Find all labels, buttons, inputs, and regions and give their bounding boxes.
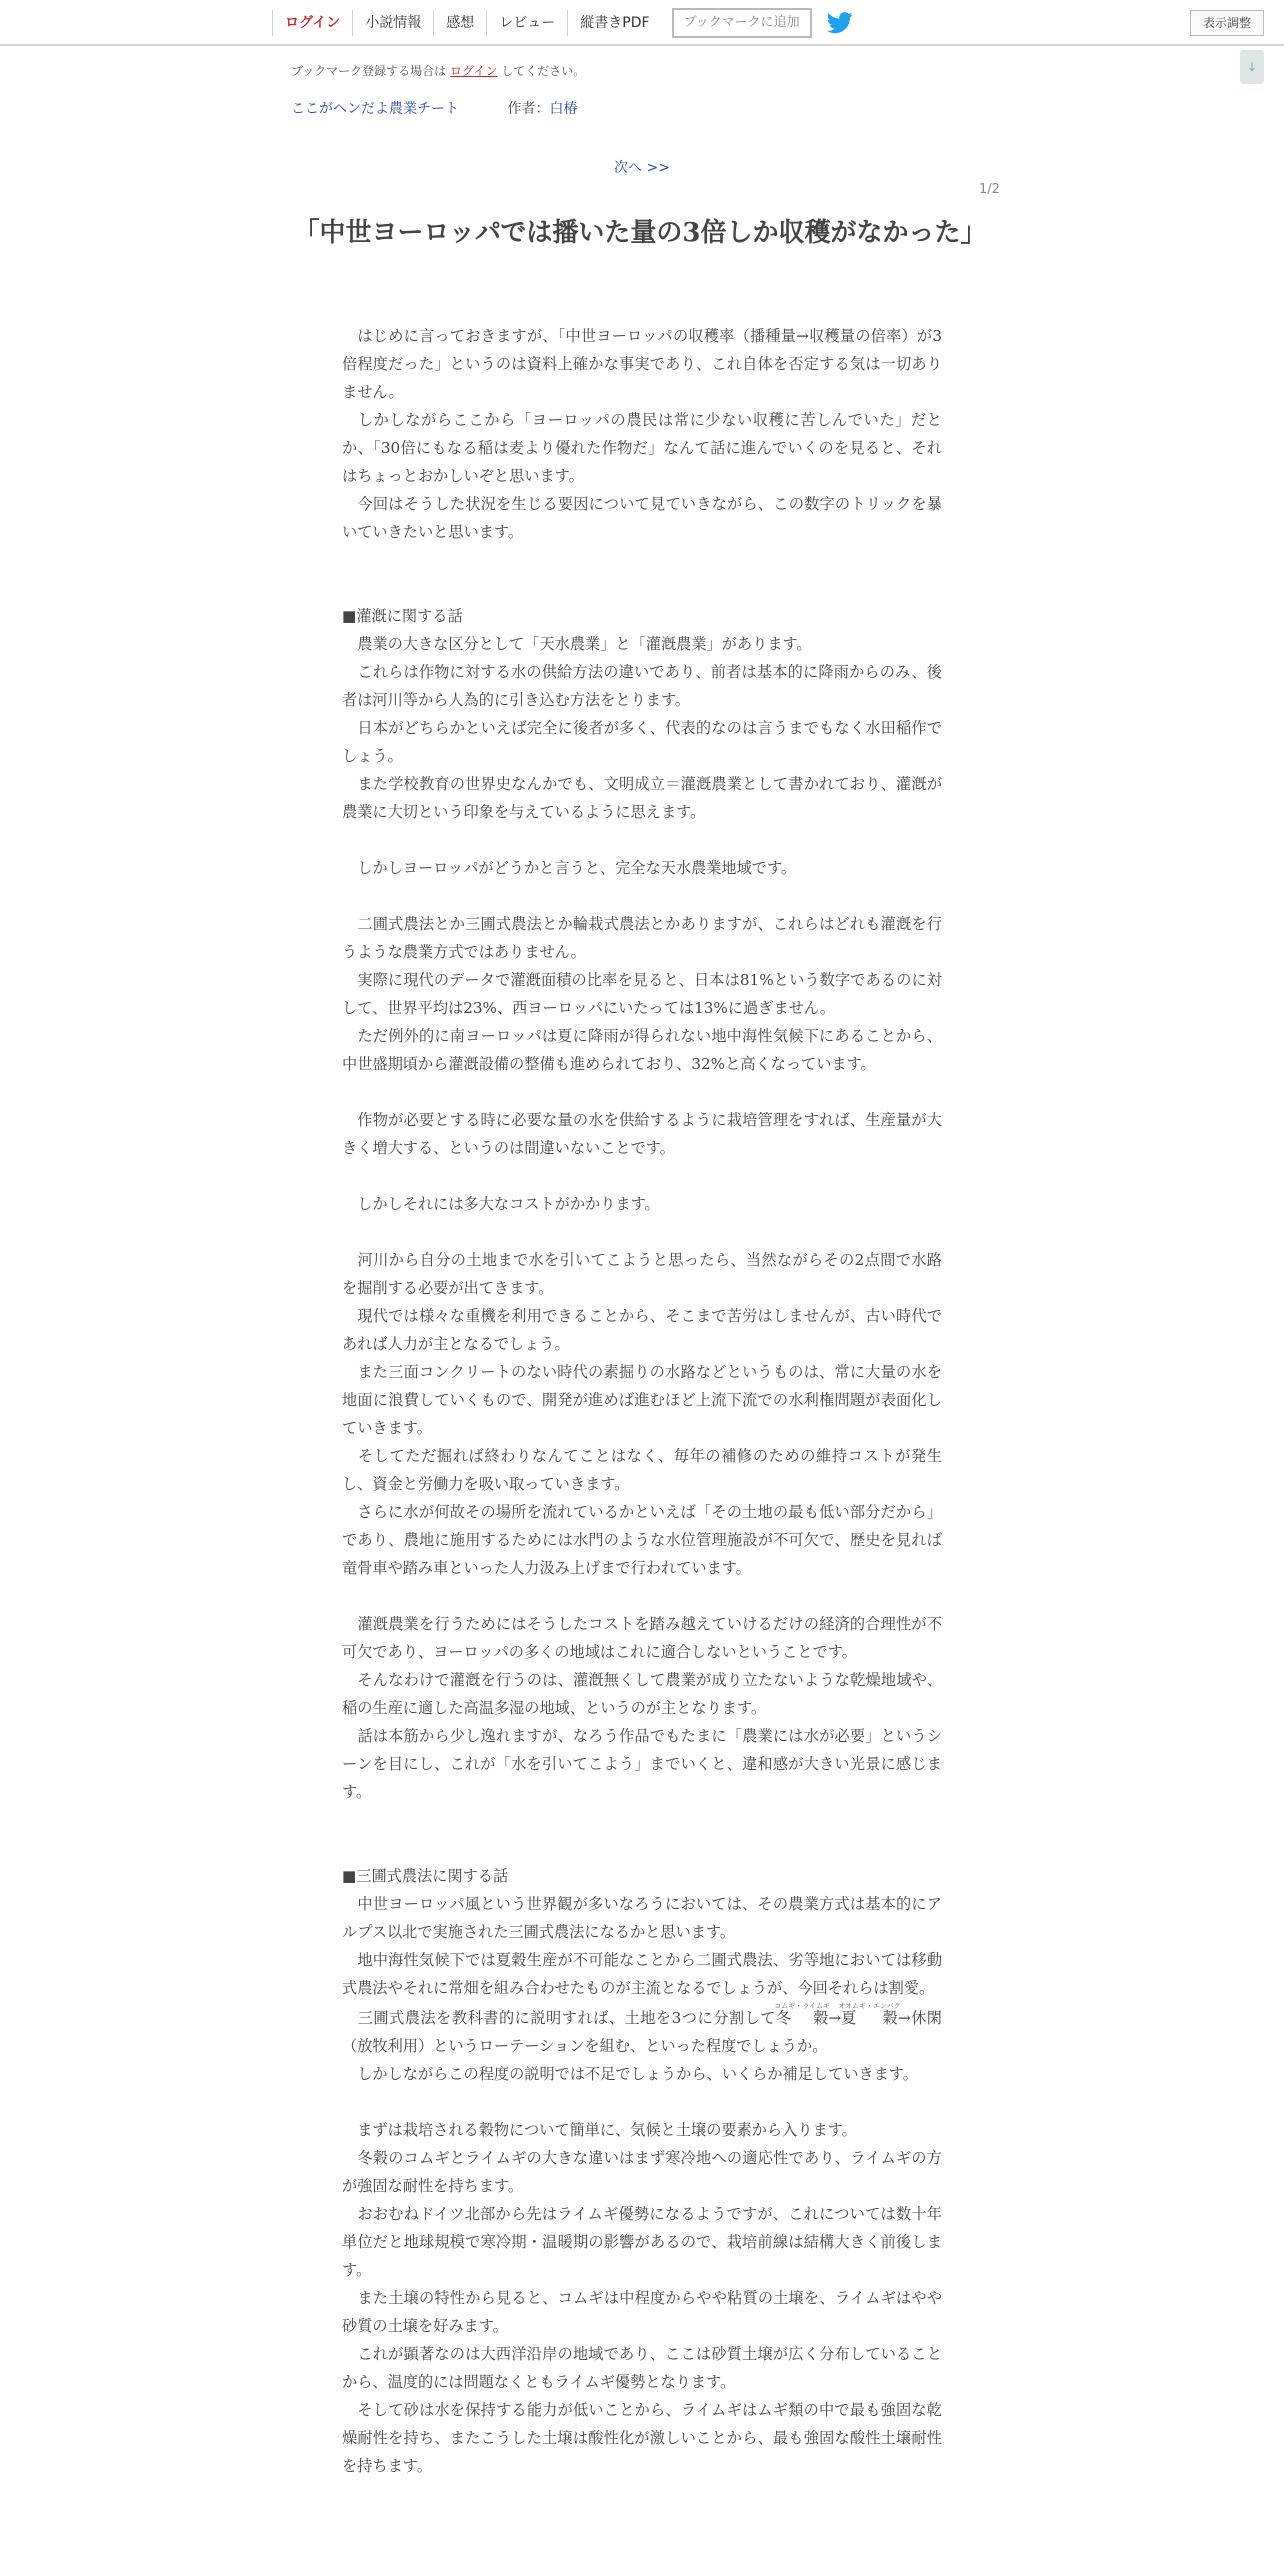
paragraph: そして砂は水を保持する能力が低いことから、ライムギはムギ類の中で最も強固な乾燥耐性を持ち、またこうした土壌は酸性化が激しいことから、最も強固な酸性土壌耐性を持ちます。 xyxy=(342,2401,942,2475)
novel-body xyxy=(342,322,942,2480)
author-label: 作者： xyxy=(507,101,550,117)
paragraph: さらに水が何故その場所を流れているかといえば「その土地の最も低い部分だから」であり、農地に施用するためには水門のような水位管理施設が不可欠で、歴史を見れば竜骨車や踏み車といった人力汲み上げまで行われています。 xyxy=(342,1503,942,1577)
page-number: 1/2 xyxy=(979,182,1000,197)
paragraph: 今回はそうした状況を生じる要因について見ていきながら、この数字のトリックを暴いていきたいと思います。 xyxy=(342,495,942,541)
paragraph: これらは作物に対する水の供給方法の違いであり、前者は基本的に降雨からのみ、後者は河川等から人為的に引き込む方法をとります。 xyxy=(342,663,942,709)
paragraph: そしてただ掘れば終わりなんてことはなく、毎年の補修のための維持コストが発生し、資金と労働力を吸い取っていきます。 xyxy=(342,1447,942,1493)
main-nav xyxy=(272,0,854,46)
paragraph: 現代では様々な重機を利用できることから、そこまで苦労はしませんが、古い時代であれば人力が主となるでしょう。 xyxy=(342,1307,942,1353)
arrow-text: → xyxy=(828,2009,842,2027)
blank-line xyxy=(342,1806,942,1834)
notice-text-after: してください。 xyxy=(501,64,586,78)
paragraph: まずは栽培される穀物について簡単に、気候と土壌の要素から入ります。 xyxy=(342,2121,857,2139)
ruby-line-before: 三圃式農法を教科書的に説明すれば、土地を3つに分割して xyxy=(342,2009,776,2027)
chapter-title: 「中世ヨーロッパでは播いた量の3倍しか収穫がなかった」 xyxy=(293,218,987,248)
blank-line xyxy=(342,2088,942,2116)
winter-crop-reading: コムギ・ライムギ xyxy=(774,2002,831,2010)
paragraph: しかしながらこの程度の説明では不足でしょうから、いくらか補足していきます。 xyxy=(342,2065,918,2083)
paragraph: また学校教育の世界史なんかでも、文明成立＝灌漑農業として書かれており、灌漑が農業に大切という印象を与えているように思えます。 xyxy=(342,775,942,821)
paragraph: 作物が必要とする時に必要な量の水を供給するように栽培管理をすれば、生産量が大きく増大する、というのは間違いないことです。 xyxy=(342,1111,942,1157)
blank-line xyxy=(342,882,942,910)
author-link[interactable]: 白椿 xyxy=(549,101,578,117)
display-settings-button[interactable]: 表示調整 xyxy=(1190,10,1264,36)
review-link[interactable]: レビュー xyxy=(486,10,567,36)
blank-line xyxy=(342,826,942,854)
paragraph: 日本がどちらかといえば完全に後者が多く、代表的なのは言うまでもなく水田稲作でしょう。 xyxy=(342,719,942,765)
notice-login-link[interactable]: ログイン xyxy=(450,64,498,78)
paragraph: 地中海性気候下では夏穀生産が不可能なことから二圃式農法、劣等地においては移動式農法やそれに常畑を組み合わせたものが主流となるでしょうが、今回それらは割愛。 xyxy=(342,1951,942,1997)
blank-line xyxy=(342,574,942,602)
summer-crop-reading: オオムギ・エンバク xyxy=(838,2002,901,2010)
notice-text-before: ブックマーク登録する場合は xyxy=(291,64,447,78)
paragraph: 河川から自分の土地まで水を引いてこようと思ったら、当然ながらその2点間で水路を掘削する必要が出てきます。 xyxy=(342,1251,942,1297)
paragraph: 二圃式農法とか三圃式農法とか輪栽式農法とかありますが、これらはどれも灌漑を行うような農業方式ではありません。 xyxy=(342,915,942,961)
add-bookmark-button[interactable]: ブックマークに追加 xyxy=(672,8,812,38)
paragraph: 話は本筋から少し逸れますが、なろう作品でもたまに「農業には水が必要」というシーンを目にし、これが「水を引いてこよう」までいくと、違和感が大きい光景に感じます。 xyxy=(342,1727,942,1801)
paragraph: これが顕著なのは大西洋沿岸の地域であり、ここは砂質土壌が広く分布していることから、温度的には問題なくともライムギ優勢となります。 xyxy=(342,2345,942,2391)
impressions-link[interactable]: 感想 xyxy=(433,10,486,36)
series-info xyxy=(291,98,577,118)
next-page-link[interactable]: 次へ >> xyxy=(614,160,670,176)
paragraph: 農業の大きな区分として「天水農業」と「灌漑農業」があります。 xyxy=(342,635,812,653)
paragraph: ただ例外的に南ヨーロッパは夏に降雨が得られない地中海性気候下にあることから、中世盛期頃から灌漑設備の整備も進められており、32%と高くなっています。 xyxy=(342,1027,942,1073)
vertical-pdf-link[interactable]: 縦書きPDF xyxy=(567,10,661,36)
top-nav-bar xyxy=(0,0,1284,46)
blank-line xyxy=(342,1162,942,1190)
paragraph: おおむねドイツ北部から先はライムギ優勢になるようですが、これについては数十年単位だと地球規模で寒冷期・温暖期の影響があるので、栽培前線は結構大きく前後します。 xyxy=(342,2205,942,2279)
paragraph: 実際に現代のデータで灌漑面積の比率を見ると、日本は81%という数字であるのに対して、世界平均は23%、西ヨーロッパにいたっては13%に過ぎません。 xyxy=(342,971,942,1017)
section-heading: ■三圃式農法に関する話 xyxy=(342,1867,509,1885)
paragraph: 灌漑農業を行うためにはそうしたコストを踏み越えていけるだけの経済的合理性が不可欠であり、ヨーロッパの多くの地域はこれに適合しないということです。 xyxy=(342,1615,942,1661)
scroll-down-button[interactable]: ↓ xyxy=(1240,50,1264,84)
paragraph-with-ruby xyxy=(342,2002,942,2060)
paragraph: また土壌の特性から見ると、コムギは中程度からやや粘質の土壌を、ライムギはやや砂質の土壌を好みます。 xyxy=(342,2289,942,2335)
twitter-icon[interactable] xyxy=(826,12,854,34)
paragraph: 中世ヨーロッパ風という世界観が多いなろうにおいては、その農業方式は基本的にアルプス以北で実施された三圃式農法になるかと思います。 xyxy=(342,1895,942,1941)
paragraph: しかしヨーロッパがどうかと言うと、完全な天水農業地域です。 xyxy=(342,859,797,877)
summer-crop-ruby: 夏 穀オオムギ・エンバク xyxy=(838,2002,901,2027)
paragraph: そんなわけで灌漑を行うのは、灌漑無くして農業が成り立たないような乾燥地域や、稲の生産に適した高温多湿の地域、というのが主となります。 xyxy=(342,1671,942,1717)
paragraph: しかしそれには多大なコストがかかります。 xyxy=(342,1195,660,1213)
login-link[interactable]: ログイン xyxy=(272,10,352,36)
blank-line xyxy=(342,1834,942,1862)
section-heading: ■灌漑に関する話 xyxy=(342,607,463,625)
blank-line xyxy=(342,1218,942,1246)
paragraph: はじめに言っておきますが、「中世ヨーロッパの収穫率（播種量→収穫量の倍率）が3倍程度だった」というのは資料上確かな事実であり、これ自体を否定する気は一切ありません。 xyxy=(342,327,942,401)
novel-info-link[interactable]: 小説情報 xyxy=(352,10,433,36)
paragraph: また三面コンクリートのない時代の素掘りの水路などというものは、常に大量の水を地面に浪費していくもので、開発が進めば進むほど上流下流での水利権問題が表面化していきます。 xyxy=(342,1363,942,1437)
blank-line xyxy=(342,546,942,574)
ruby-line-after: →休閑（放牧利用）というローテーションを組む、といった程度でしょうか。 xyxy=(342,2009,942,2055)
blank-line xyxy=(342,1078,942,1106)
blank-line xyxy=(342,1582,942,1610)
winter-crop-ruby: 冬 穀コムギ・ライムギ xyxy=(774,2002,831,2027)
paragraph: しかしながらここから「ヨーロッパの農民は常に少ない収穫に苦しんでいた」だとか、「30倍にもなる稲は麦より優れた作物だ」なんて話に進んでいくのを見ると、それはちょっとおかしいぞと思います。 xyxy=(342,411,942,485)
bookmark-notice xyxy=(291,62,585,79)
paragraph: 冬穀のコムギとライムギの大きな違いはまず寒冷地への適応性であり、ライムギの方が強固な耐性を持ちます。 xyxy=(342,2149,942,2195)
series-title-link[interactable]: ここがヘンだよ農業チート xyxy=(291,101,459,117)
